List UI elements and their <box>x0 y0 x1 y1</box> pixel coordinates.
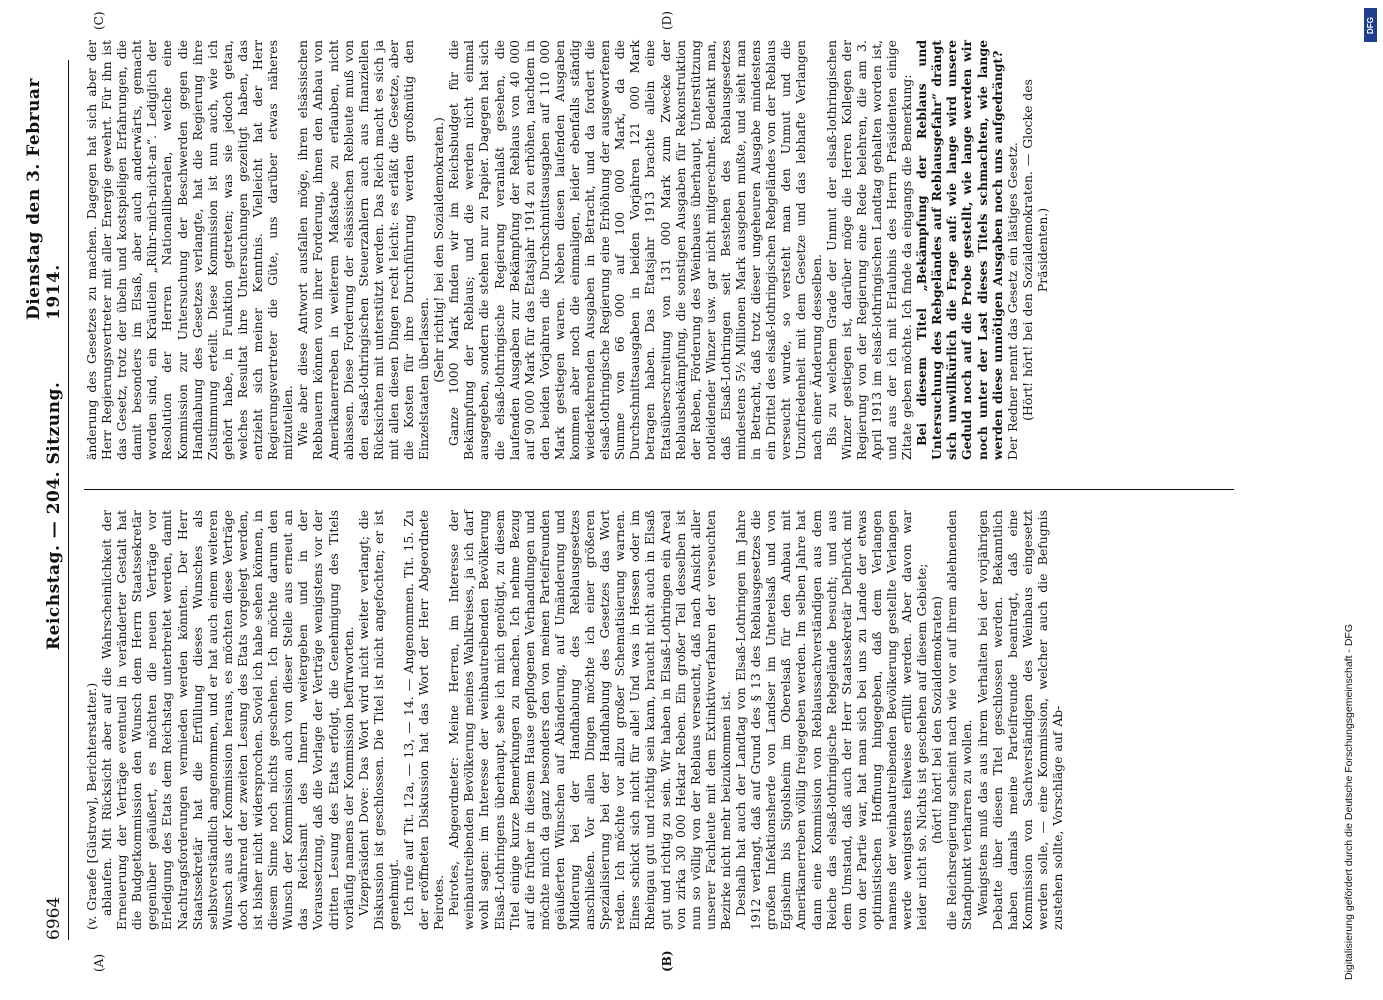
paragraph: änderung des Gesetzes zu machen. Dagegen hat sich aber der Herr Regierungsvertreter mit aller Energie gewehrt. Für ihn ist das Gesetz, trotz der übeln und kostspieligen Erfahrungen, die damit besonders im Elsaß, aber auch anderwärts, gemacht worden sind, ein Kräutlein „Rühr-mich-nicht-an“. Lediglich der Resolution der Herren Nationalliberalen, welche eine Kommission zur Untersuchung der Beschwerden gegen die Handhabung des Gesetzes verlangte, hat die Regierung ihre Zustimmung erteilt. Diese Kommission ist nun auch, wie ich gehört habe, in Funktion getreten; was sie jedoch getan, welches Resultat ihre Untersuchungen gezeitigt haben, das entzieht sich meiner Kenntnis. Vielleicht hat der Herr Regierungsvertreter die Güte, uns darüber etwas näheres mitzuteilen. <box>84 40 296 460</box>
margin-marker-c: (C) <box>92 11 106 30</box>
column-divider <box>84 489 1234 490</box>
paragraph: Der Redner nennt das Gesetz ein lästiges Gesetz. <box>1004 142 1020 460</box>
margin-marker-d: (D) <box>660 11 674 30</box>
paragraph: Ganze 1000 Mark finden wir im Reichsbudget für die Bekämpfung der Reblaus; und die werden nicht einmal ausgegeben, sondern die stehen nur zu Papier. Dagegen hat sich die elsaß-lothringische Regierung veranlaßt gesehen, die laufenden Ausgaben zur Bekämpfung der Reblaus von 40 000 auf 90 000 Mark für das Etatsjahr 1914 zu erhöhen, nachdem in den beiden Vorjahren die Durchschnittsausgaben auf 110 000 Mark gestiegen waren. Neben diesen laufenden Ausgaben kommen aber noch die einmaligen, leider ebenfalls ständig wiederkehrenden Ausgaben in Betracht, und da fordert die elsaß-lothringische Regierung eine Erhöhung der ausgeworfenen Summe von 66 000 auf 100 000 Mark, da die Durchschnittsausgaben in beiden Vorjahren 121 000 Mark betragen haben. Das Etatsjahr 1913 brachte allein eine Etatsüberschreitung von 131 000 Mark zum Zwecke der Reblausbekämpfung, die sonstigen Ausgaben für Rekonstruktion der Reben, Förderung des Weinbaues überhaupt, Unterstützung notleidender Winzer usw. gar nicht mitgerechnet. Bedenkt man, daß Elsaß-Lothringen seit Bestehen des Reblausgesetzes mindestens 5½ Millionen Mark ausgeben mußte, und sieht man in Betracht, daß trotz dieser ungeheuren Ausgabe mindestens ein Drittel des elsaß-lothringischen Rebgeländes von der Reblaus verseucht wurde, so versteht man den Unmut und die Unzufriedenheit mit dem Gesetze und das lebhafte Verlangen nach einer Änderung desselben. <box>446 40 824 460</box>
paragraph: Wie aber diese Antwort ausfallen möge, ihren elsässischen Rebbauern können von ihrer Forderung, ihnen den Anbau von Amerikanerreben in weiterem Maßstabe zu erlauben, nicht ablassen. Diese Forderung der elsässischen Rebleute muß von den elsaß-lothringischen Steuerzahlern auch aus finanziellen Rücksichten mit unterstützt werden. Das Reich macht es sich ja mit allen diesen Dingen recht leicht: es erläßt die Gesetze, aber die Kosten für ihre Durchführung werden großmütig den Einzelstaaten überlassen. <box>295 40 432 460</box>
interjection: (hört! hört! bei den Sozialdemokraten) <box>929 596 945 844</box>
credit-text: Digitalisierung gefördert durch die Deutsche Forschungsgemeinschaft - DFG <box>1343 623 1355 980</box>
paragraph: Vizepräsident Dove: Das Wort wird nicht weiter verlangt; die Diskussion ist geschlossen. Die Titel ist nicht angefochten; er ist genehmigt. <box>355 510 401 930</box>
right-column <box>84 40 1050 460</box>
paragraph: Deshalb hat auch der Landtag von Elsaß-Lothringen im Jahre 1912 verlangt, daß auf Grund des § 13 des Reblausgesetzes die großen Infektionsherde von Landser im Unterelsaß und von Egisheim bis Sigolsheim im Oberelsaß für den Anbau mit Amerikanerreben völlig freigegeben werden. Im selben Jahre hat dann eine Kommission von Reblaussachverständigen aus dem Reiche das elsaß-lothringische Rebgelände besucht; und aus dem Umstand, daß auch der Herr Staatssekretär Delbrück mit von der Partie war, hat man sich bei uns zu Lande der etwas optimistischen Hoffnung hingegeben, daß dem Verlangen namens der weinbautreibenden Bevölkerung gestellte Verlangen werde wenigstens teilweise erfüllt werden. Aber davon war leider nicht so. Nichts ist geschehen auf diesem Gebiete; <box>733 510 930 930</box>
session-title: Reichstag. — 204. Sitzung. <box>44 381 64 650</box>
session-date: Dienstag den 3. Februar 1914. <box>24 78 64 320</box>
paragraph: die Reichsregierung scheint nach wie vor auf ihrem ablehnenden Standpunkt verharren zu wollen. <box>944 510 975 930</box>
margin-marker-a: (A) <box>92 953 106 972</box>
left-column <box>84 510 1065 930</box>
interjection: (Sehr richtig! bei den Sozialdemokraten.) <box>431 117 447 383</box>
dfg-logo <box>1364 8 1377 42</box>
page-header <box>24 60 69 940</box>
margin-marker-b: (B) <box>660 950 674 972</box>
paragraph: Peirotes, Abgeordneter: Meine Herren, im Interesse der weinbautreibenden Bevölkerung meines Wahlkreises, ja ich darf wohl sagen: im Interesse der weinbautreibenden Bevölkerung Elsaß-Lothringens überhaupt, sehe ich mich genötigt, zu diesem Titel einige kurze Bemerkungen zu machen. Ich nehme Bezug auf die früher in diesem Hause gepflogenen Verhandlungen und möchte mich da ganz besonders den von meinen Parteifreunden geäußerten Wünschen auf Abänderung, auf Umänderung und Milderung bei der Handhabung des Reblausgesetzes anschließen. Vor allen Dingen möchte ich einer größeren Spezialisierung bei der Handhabung des Gesetzes das Wort reden. Ich möchte vor allzu großer Schematisierung warnen. Eines schickt sich nicht für alle! Und was in Hessen oder im Rheingau gut und richtig sein kann, braucht nicht auch in Elsaß gut und richtig zu sein. Wir haben in Elsaß-Lothringen ein Areal von zirka 30 000 Hektar Reben. Ein großer Teil desselben ist nun so völlig von der Reblaus verseucht, daß nach Ansicht aller unserer Fachleute mit dem Extinktivverfahren der verseuchten Bezirke nicht mehr beizukommen ist. <box>446 510 733 930</box>
dfg-logo-text: DFG <box>1366 16 1376 34</box>
paragraph: Wenigstens muß das aus ihrem Verhalten bei der vorjährigen Debatte über diesen Titel geschlossen werden. Bekanntlich haben damals meine Parteifreunde beantragt, daß eine Kommission von Sachverständigen des Weinbaus eingesetzt werden solle, — eine Kommission, welcher auch die Befugnis zustehen sollte, Vorschläge auf Ab- <box>974 510 1065 930</box>
page-number: 6964 <box>44 896 64 940</box>
interjection: (Hört! hört! bei den Sozialdemokraten. — Glocke des Präsidenten.) <box>1019 79 1050 421</box>
paragraph: Ich rufe auf Tit. 12a, — 13, — 14. — Angenommen. Tit. 15. Zu der eröffneten Diskussion hat das Wort der Herr Abgeordnete Peirotes. <box>400 510 447 930</box>
quotation: Bei diesem Titel „Bekämpfung der Reblaus und Untersuchung des Rebgeländes auf Reblausgefahr“ drängt sich unwillkürlich die Frage auf: wie lange wird unsere Geduld noch auf die Probe gestellt, wie lange werden wir noch unter der Last dieses Titels schmachten, wie lange werden diese unnötigen Ausgaben noch uns aufgedrängt? <box>914 40 1005 460</box>
speaker-attribution: (v. Graefe [Güstrow], Berichterstatter.) <box>84 682 99 930</box>
paragraph: ablaufen. Mit Rücksicht aber auf die Wahrscheinlichkeit der Erneuerung der Verträge eventuell in veränderter Gestalt hat die Budgetkommission den Wunsch dem Herrn Staatssekretär gegenüber geäußert, es möchten die neuen Verträge vor Erledigung des Etats dem Reichstag unterbreitet werden, damit Nachtragsforderungen vermieden werden könnten. Der Herr Staatssekretär hat die Erfüllung dieses Wunsches als selbstverständlich angenommen, und er hat auch einem weiteren Wunsch aus der Kommission heraus, es möchten diese Verträge doch während der zweiten Lesung des Etats vorgelegt werden, ist bisher nicht widersprochen. Soviel ich habe sehen können, in diesem Sinne noch nichts geschehen. Ich möchte darum den Wunsch der Kommission auch von dieser Stelle aus erneut an das Reichsamt des Innern weitergeben und in der Voraussetzung, daß die Vorlage der Verträge wenigstens vor der dritten Lesung des Etats erfolgt, die Genehmigung des Titels vorläufig namens der Kommission befürworten. <box>99 510 356 930</box>
digitization-credit <box>1343 20 1363 990</box>
paragraph: Bis zu welchem Grade der Unmut der elsaß-lothringischen Winzer gestiegen ist, darüber möge die Herren Kollegen der Regierung von der Regierung eine Rede belehren, die am 3. April 1913 im elsaß-lothringischen Landtag gehalten worden ist, und aus der ich mit Erlaubnis des Herrn Präsidenten einige Zitate geben möchte. Ich finde da eingangs die Bemerkung: <box>823 40 915 460</box>
